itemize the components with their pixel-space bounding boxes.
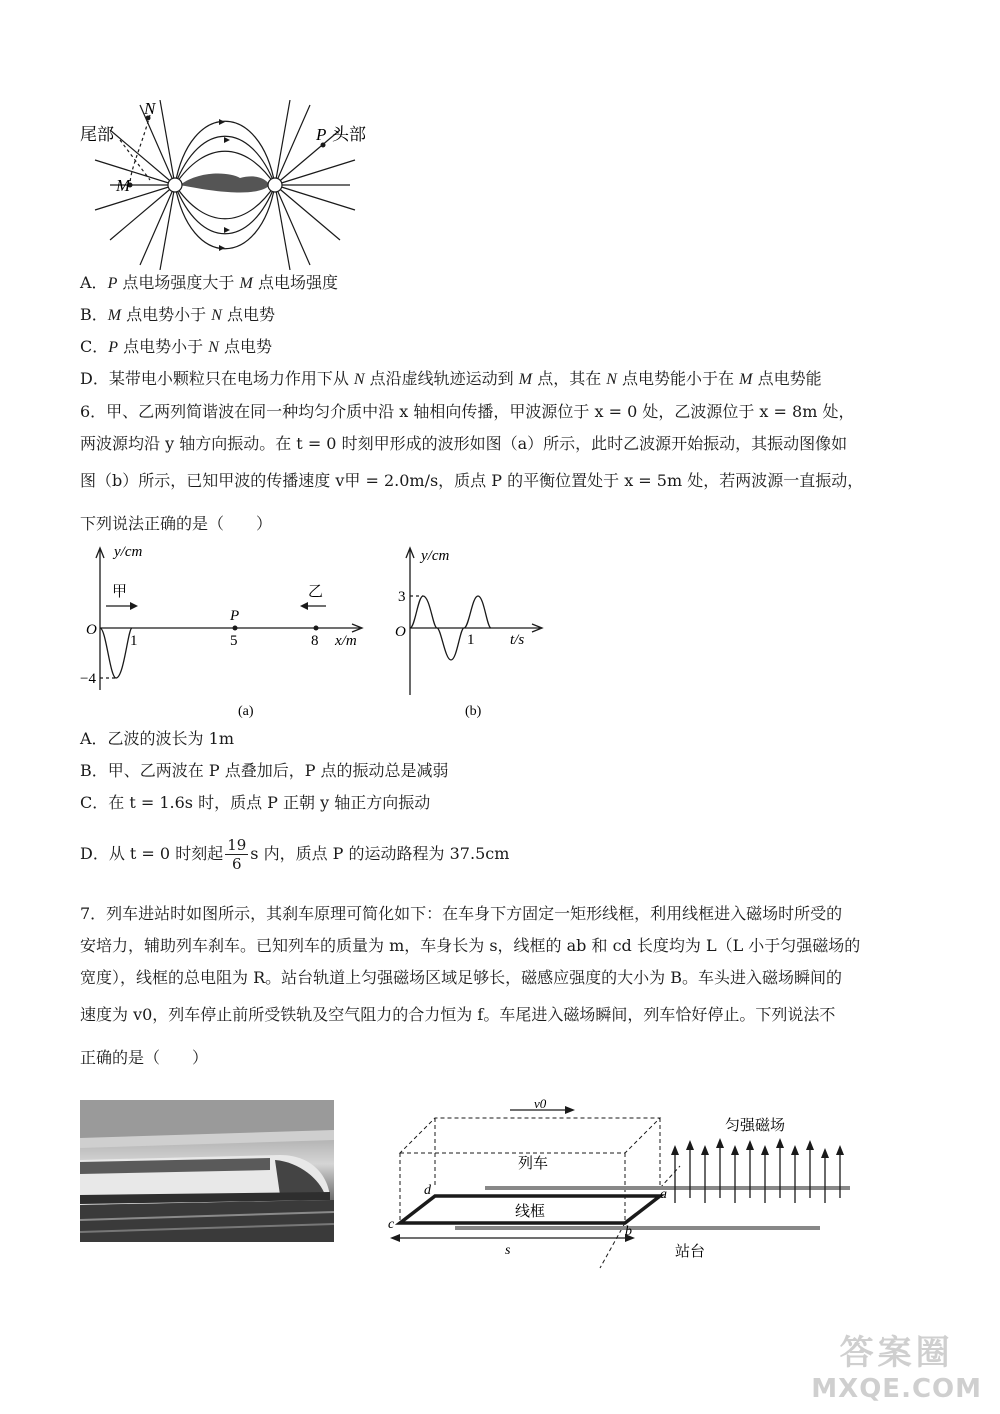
velocity-v0-label: v0 (534, 1098, 547, 1111)
corner-c-label: c (388, 1217, 395, 1232)
corner-a-label: a (660, 1187, 667, 1202)
vibration-graph-b (385, 540, 555, 720)
q7-stem-line5: 正确的是（ ） (80, 1048, 209, 1067)
head-label: 头部 (332, 125, 366, 144)
corner-b-label: b (625, 1224, 632, 1239)
q7-stem-line2: 安培力，辅助列车刹车。已知列车的质量为 m，车身长为 s，线框的 ab 和 cd 长度均为 L（L 小于匀强磁场的 (80, 936, 861, 955)
q5-option-b: B．M 点电势小于 N 点电势 (80, 305, 276, 324)
graph-a-origin: O (86, 622, 97, 638)
q7-stem-line4: 速度为 v0，列车停止前所受铁轨及空气阻力的合力恒为 f。车尾进入磁场瞬间，列车恰好停止。下列说法不 (80, 1005, 836, 1024)
graph-a-tick-neg4: −4 (80, 671, 96, 687)
station-label: 站台 (675, 1244, 706, 1260)
q6-stem-line1: 6．甲、乙两列简谐波在同一种均匀介质中沿 x 轴相向传播，甲波源位于 x = 0 处，乙波源位于 x = 8m 处， (80, 402, 855, 421)
q6-option-b: B．甲、乙两波在 P 点叠加后，P 点的振动总是减弱 (80, 761, 449, 780)
train-photo (80, 1100, 334, 1242)
graph-a-xlabel: x/m (335, 633, 357, 649)
corner-d-label: d (424, 1183, 431, 1198)
tail-label: 尾部 (80, 125, 114, 144)
train-label: 列车 (518, 1156, 549, 1172)
fraction-19-6: $\frac{19}{6}$ (227, 836, 247, 873)
q7-stem-line1: 7．列车进站时如图所示，其刹车原理可简化如下：在车身下方固定一矩形线框，利用线框进入磁场时所受的 (80, 904, 843, 923)
wave-graph-a (80, 540, 380, 720)
q6-stem-line3: 图（b）所示，已知甲波的传播速度 v甲 = 2.0m/s，质点 P 的平衡位置处于 x = 5m 处，若两波源一直振动， (80, 471, 864, 490)
q6-option-a: A．乙波的波长为 1m (80, 729, 234, 748)
point-p-label: P (316, 125, 327, 144)
q6-option-c: C．在 t = 1.6s 时，质点 P 正朝 y 轴正方向振动 (80, 793, 431, 812)
q6-option-d: D．从 t = 0 时刻起 $\frac{19}{6}$ s 内，质点 P 的运动路程为 37.5cm (80, 836, 510, 873)
graph-b-ylabel: y/cm (421, 548, 450, 564)
graph-b-caption: (b) (465, 704, 482, 719)
graph-b-origin: O (395, 624, 406, 640)
graph-a-tick-1: 1 (130, 633, 138, 649)
graph-a-jia-label: 甲 (112, 584, 128, 600)
frame-label: 线框 (515, 1204, 546, 1220)
q6-stem-line2: 两波源均沿 y 轴方向振动。在 t = 0 时刻甲形成的波形如图（a）所示，此时乙波源开始振动，其振动图像如 (80, 434, 848, 453)
graph-a-ylabel: y/cm (114, 544, 143, 560)
q5-option-c: C．P 点电势小于 N 点电势 (80, 337, 272, 356)
point-n-label: N (144, 100, 156, 118)
graph-b-tick-1: 1 (467, 632, 475, 648)
train-frame-schematic (380, 1098, 860, 1270)
q6-stem-line4: 下列说法正确的是（ ） (80, 514, 273, 533)
q5-option-a: A．P 点电场强度大于 M 点电场强度 (80, 273, 338, 292)
q7-stem-line3: 宽度），线框的总电阻为 R。站台轨道上匀强磁场区域足够长，磁感应强度的大小为 B。车头进入磁场瞬间的 (80, 968, 842, 987)
graph-a-tick-5: 5 (230, 633, 238, 649)
graph-a-p-label: P (230, 608, 240, 624)
magnetic-field-label: 匀强磁场 (725, 1118, 786, 1134)
graph-b-xlabel: t/s (510, 632, 525, 648)
graph-a-caption: (a) (238, 704, 254, 719)
graph-b-tick-3: 3 (398, 589, 406, 605)
length-s-label: s (505, 1243, 511, 1258)
point-m-label: M (116, 176, 131, 195)
graph-a-yi-label: 乙 (308, 584, 324, 600)
site-watermark: 答案圈 MXQE.COM (811, 1333, 982, 1404)
q5-option-d: D．某带电小颗粒只在电场力作用下从 N 点沿虚线轨迹运动到 M 点，其在 N 点电势能小于在 M 点电势能 (80, 369, 822, 388)
electric-field-diagram (80, 100, 380, 270)
graph-a-tick-8: 8 (311, 633, 319, 649)
